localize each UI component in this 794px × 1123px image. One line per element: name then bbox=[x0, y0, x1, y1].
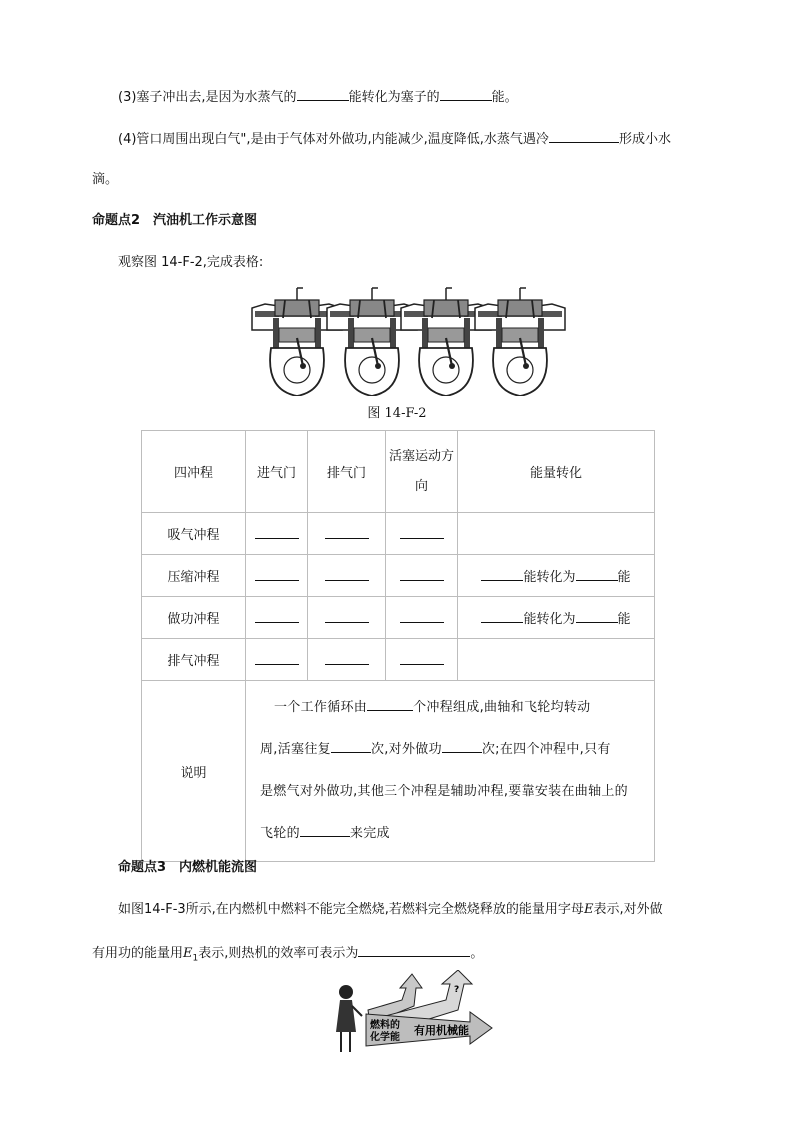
table-row bbox=[142, 513, 655, 555]
header-intake-valve: 进气门 bbox=[246, 431, 308, 513]
section-3-para-line1: 如图14-F-3所示,在内燃机中燃料不能完全燃烧,若燃料完全燃烧释放的能量用字母E表示,对外做 bbox=[118, 902, 663, 917]
answer-blank bbox=[400, 524, 444, 539]
answer-blank bbox=[255, 608, 299, 623]
header-energy: 能量转化 bbox=[458, 431, 655, 513]
q4-text-a: (4)管口周围出现白气",是由于气体对外做功,内能减少,温度降低,水蒸气遇冷 bbox=[118, 132, 549, 147]
engine-strokes-figure bbox=[0, 286, 794, 396]
answer-blank bbox=[325, 608, 369, 623]
engine-power bbox=[401, 288, 491, 396]
answer-blank bbox=[255, 566, 299, 581]
question-mark: ? bbox=[454, 985, 460, 995]
section-2-intro: 观察图 14-F-2,完成表格: bbox=[118, 255, 264, 270]
q3-text-a: (3)塞子冲出去,是因为水蒸气的 bbox=[118, 90, 297, 105]
label-fuel-chemical-2: 化学能 bbox=[370, 1032, 400, 1043]
answer-blank bbox=[255, 524, 299, 539]
answer-blank bbox=[325, 524, 369, 539]
figure-caption-14-F-2: 图 14-F-2 bbox=[367, 406, 427, 421]
answer-blank bbox=[325, 650, 369, 665]
q3-blank-1 bbox=[297, 86, 349, 101]
q4-blank bbox=[549, 128, 619, 143]
engine-intake bbox=[252, 288, 342, 396]
energy-flow-figure bbox=[330, 970, 510, 1062]
note-label: 说明 bbox=[142, 681, 246, 862]
section-3-para-line2: 有用功的能量用$E_1$表示,则热机的效率可表示为 。 bbox=[92, 942, 483, 969]
note-text: 一个工作循环由 个冲程组成,曲轴和飞轮均转动 周,活塞往复 次,对外做功 次;在四个冲程中,只有 是燃气对外做功,其他三个冲程是辅助冲程,要靠安装在曲轴上的 飞轮的 来完成 bbox=[246, 681, 655, 862]
question-4 bbox=[118, 128, 671, 150]
answer-blank bbox=[255, 650, 299, 665]
row-compression-label: 压缩冲程 bbox=[142, 555, 246, 597]
q3-text-b: 能转化为塞子的 bbox=[348, 90, 440, 105]
energy-conversion-cell: 能转化为 能 bbox=[458, 597, 655, 639]
girl-figure bbox=[336, 985, 362, 1052]
engine-exhaust bbox=[475, 288, 565, 396]
q3-blank-2 bbox=[440, 86, 492, 101]
answer-blank bbox=[325, 566, 369, 581]
row-intake-label: 吸气冲程 bbox=[142, 513, 246, 555]
header-piston-direction: 活塞运动方 向 bbox=[386, 431, 458, 513]
table-note-row bbox=[142, 681, 655, 862]
q3-text-c: 能。 bbox=[491, 90, 518, 105]
row-exhaust-label: 排气冲程 bbox=[142, 639, 246, 681]
label-useful-mechanical: 有用机械能 bbox=[414, 1024, 469, 1037]
question-4-cont bbox=[92, 170, 118, 190]
section-3-heading: 命题点3 内燃机能流图 bbox=[118, 860, 258, 875]
section-2-heading: 命题点2 汽油机工作示意图 bbox=[92, 213, 258, 228]
answer-blank bbox=[400, 566, 444, 581]
question-3 bbox=[118, 86, 518, 108]
strokes-table bbox=[141, 430, 655, 862]
efficiency-blank bbox=[358, 942, 470, 957]
q4-text-b: 形成小水 bbox=[618, 132, 671, 147]
table-row bbox=[142, 597, 655, 639]
table-row bbox=[142, 555, 655, 597]
engine-compression bbox=[327, 288, 417, 396]
answer-blank bbox=[400, 650, 444, 665]
header-stroke: 四冲程 bbox=[142, 431, 246, 513]
table-header-row bbox=[142, 431, 655, 513]
answer-blank bbox=[400, 608, 444, 623]
energy-conversion-cell: 能转化为 能 bbox=[458, 555, 655, 597]
q4-text-c: 滴。 bbox=[92, 172, 119, 187]
row-power-label: 做功冲程 bbox=[142, 597, 246, 639]
header-exhaust-valve: 排气门 bbox=[308, 431, 386, 513]
label-fuel-chemical-1: 燃料的 bbox=[370, 1020, 400, 1031]
table-row bbox=[142, 639, 655, 681]
